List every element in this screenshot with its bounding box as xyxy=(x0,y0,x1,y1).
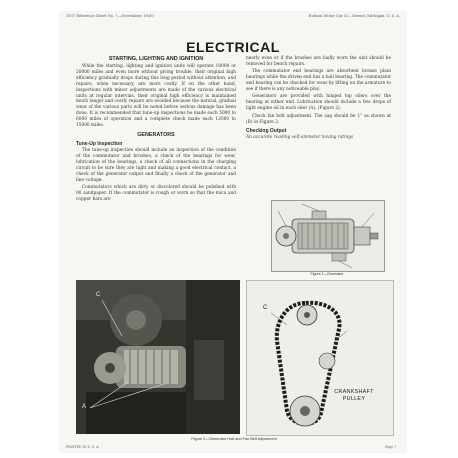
paragraph: Check fan belt adjustment. The sag should be 1" as shown at (B) in Figure 2. xyxy=(246,113,391,125)
footer-page-number: Page 7 xyxy=(385,445,396,449)
section-heading-starting: STARTING, LIGHTING AND IGNITION xyxy=(108,56,204,62)
right-column xyxy=(246,56,391,142)
label-a-left: A xyxy=(82,404,87,410)
paragraph: Generators are provided with hinged top oilers over the bearing at either end. Lubrication should include a few drops of light engine oil in each oiler (A), (Figure 2). xyxy=(246,94,391,112)
figure-1-caption: Figure 1—Generator xyxy=(310,272,344,276)
paragraph: nearly even or if the brushes are badly worn the unit should be removed for bench repairs. xyxy=(246,56,391,67)
left-column xyxy=(76,56,236,204)
label-c-right: C xyxy=(263,305,268,311)
paragraph: While the starting, lighting and ignition units will operate 10000 or 20000 miles and even more without giving trouble, their original high efficiency gradually drops during this long period without attention; and repairs, when necessary, are more costly. If on the other hand, inspections with minor adjustments are made of the various electrical units at regular intervals, their original high efficiency is maintained much longer and costly repairs are avoided because the natural, gradual wear of the various parts will be noted before serious damage has been done. It is recommended that tune-up inspections be made each 5000 to 6000 miles of operation and a complete check made each 12000 to 15000 miles. xyxy=(76,64,236,129)
crankshaft-pulley-label xyxy=(321,389,387,402)
subheading-checking-output: Checking Output xyxy=(246,128,287,135)
fan-belt-diagram xyxy=(246,280,394,436)
page-title: ELECTRICAL xyxy=(186,39,280,55)
document-page xyxy=(60,12,406,452)
figure-1-generator-drawing xyxy=(271,200,385,272)
engine-photo-drawing xyxy=(76,280,240,434)
header-right: Hudson Motor Car Co., Detroit, Michigan, U. S. A. xyxy=(308,14,400,18)
figure-2-caption: Figure 2—Generator Hub and Fan Belt Adjustment xyxy=(191,437,277,441)
italic-line: An accurate reading self-ammeter having ratings xyxy=(246,135,354,141)
paragraph: Commutators which are dirty or discolored should be polished with 00 sandpaper. If the commutator is rough or worn so that the mica and copper bars are xyxy=(76,184,236,202)
section-heading-generators: GENERATORS xyxy=(137,131,175,138)
belt-drawing xyxy=(247,281,393,435)
pulley-label-line1: CRANKSHAFT xyxy=(334,389,374,395)
pulley-label-line2: PULLEY xyxy=(342,395,366,402)
generator-drawing xyxy=(272,201,384,271)
paragraph: The commutator end bearings are absorbent bronze plain bearings while the driven end has a ball bearing. The commutator end bearing can be checked for wear by lifting on the armature to see if there is any noticeable play. xyxy=(246,69,391,93)
header-left: 1937 Reference Sheet No. 7—(November, 1936) xyxy=(66,14,154,18)
paragraph: The tune-up inspection should include an inspection of the condition of the commutator and brushes, a check of the bearings for wear, lubrication of the bearings, a check of all connections in the charging circuit to be sure they are tight and making a good electrical contact, a check of the generator output and finally a check of the generator and line voltage. xyxy=(76,147,236,183)
label-c-left: C xyxy=(96,292,101,298)
generator-photo xyxy=(76,280,240,434)
footer-left: PRINTED IN U. S. A. xyxy=(66,445,100,449)
subheading-tune-up: Tune-Up Inspection xyxy=(76,140,123,147)
